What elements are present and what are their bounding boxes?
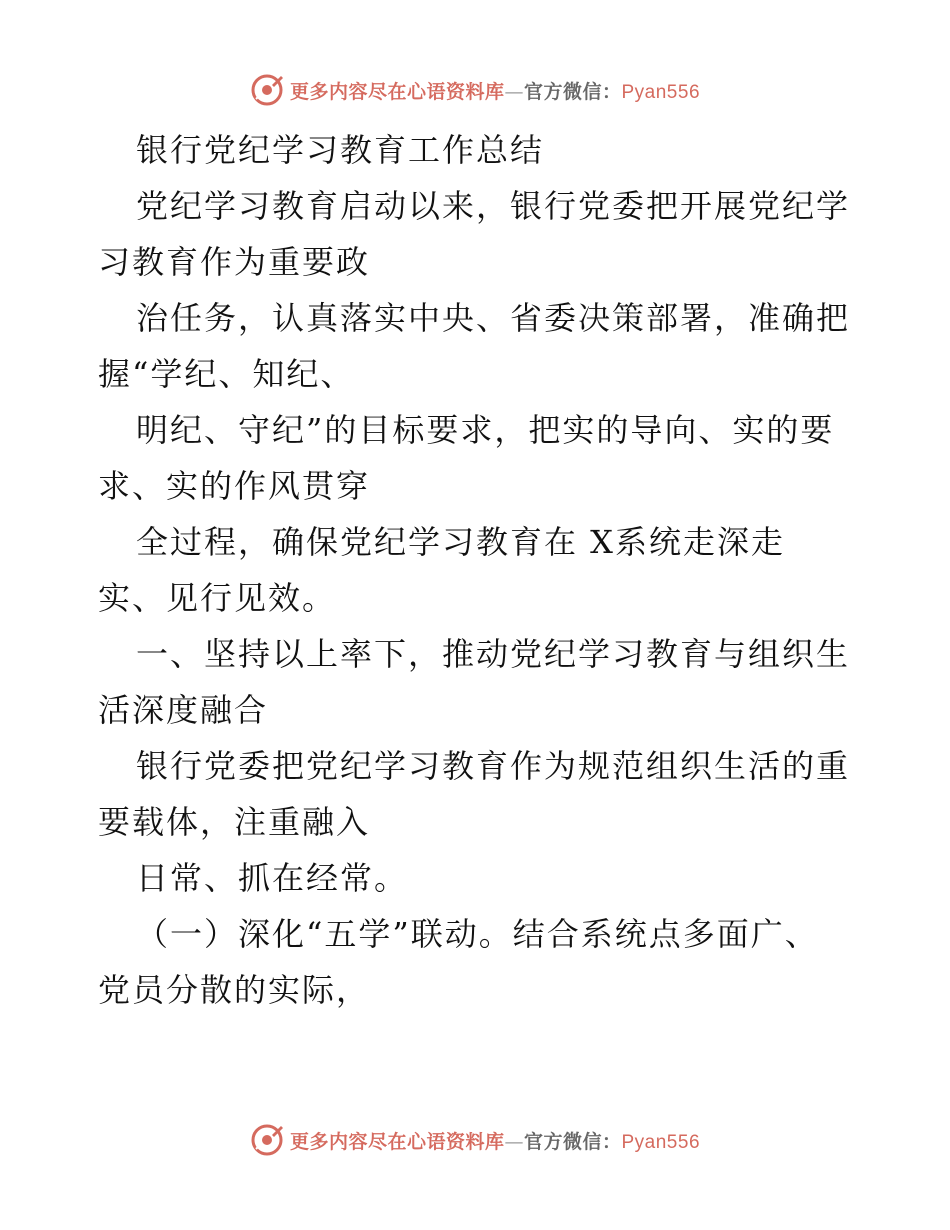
banner-text: [290, 77, 700, 104]
paragraph-line: 习教育作为重要政: [98, 243, 371, 281]
section-heading: 一、坚持以上率下，推动党纪学习教育与组织生: [136, 635, 851, 673]
subsection-line: （一）深化“五学”联动。结合系统点多面广、: [136, 915, 819, 953]
banner-wechat-id: Pyan556: [621, 1131, 701, 1153]
paragraph-line: 明纪、守纪”的目标要求，把实的导向、实的要: [136, 411, 835, 449]
paragraph-line: 握“学纪、知纪、: [98, 355, 355, 393]
paragraph-line: 实、见行见效。: [98, 579, 337, 617]
paragraph-line: 要载体，注重融入: [98, 803, 371, 841]
paragraph-line: 党纪学习教育启动以来，银行党委把开展党纪学: [136, 187, 851, 225]
document-body: [98, 122, 858, 1018]
paragraph-line: 治任务，认真落实中央、省委决策部署，准确把: [136, 299, 851, 337]
banner-wechat-label: 官方微信：: [523, 1130, 622, 1153]
document-title: 银行党纪学习教育工作总结: [136, 131, 545, 169]
banner-text: [290, 1127, 700, 1154]
paragraph-line: 求、实的作风贯穿: [98, 467, 371, 505]
banner-main-text: 更多内容尽在心语资料库: [289, 1130, 505, 1153]
section-heading: 活深度融合: [98, 691, 269, 729]
banner-separator: —: [504, 80, 524, 103]
paragraph-line: 银行党委把党纪学习教育作为规范组织生活的重: [136, 747, 851, 785]
banner-wechat-id: Pyan556: [621, 81, 701, 103]
banner-main-text: 更多内容尽在心语资料库: [289, 80, 505, 103]
header-banner: [0, 70, 950, 110]
paragraph-line: 日常、抓在经常。: [136, 859, 409, 897]
subsection-line: 党员分散的实际，: [98, 971, 371, 1009]
pen-logo-icon: [250, 1123, 284, 1157]
banner-wechat-label: 官方微信：: [523, 80, 622, 103]
footer-banner: [0, 1120, 950, 1160]
banner-separator: —: [504, 1130, 524, 1153]
pen-logo-icon: [250, 73, 284, 107]
paragraph-line: 全过程，确保党纪学习教育在 X系统走深走: [136, 523, 785, 561]
